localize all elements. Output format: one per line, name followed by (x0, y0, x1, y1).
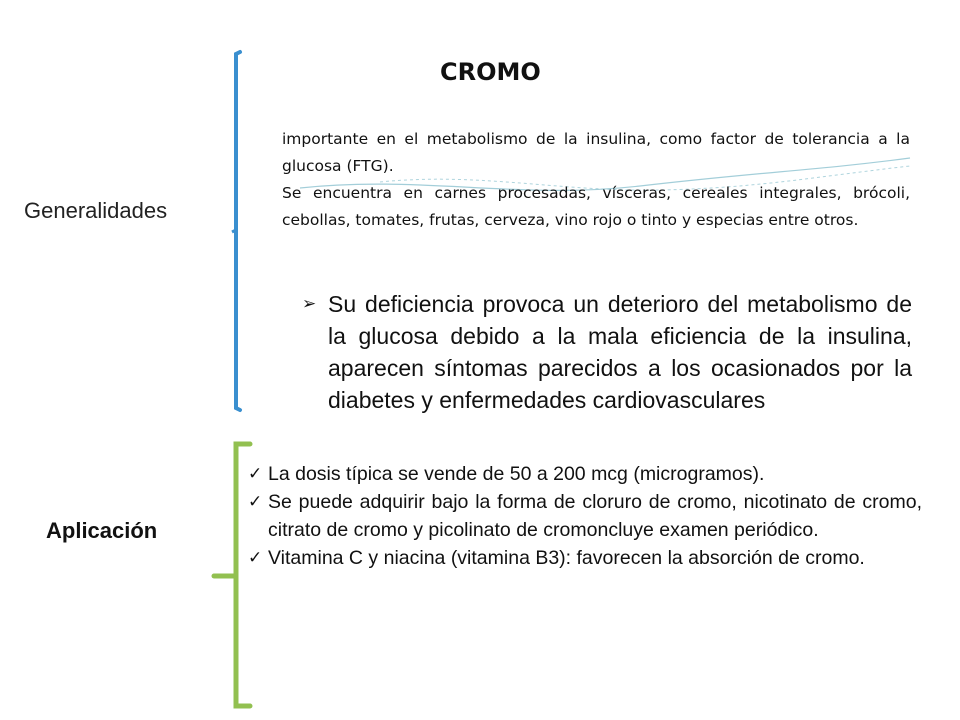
generalidades-label: Generalidades (24, 198, 168, 223)
arrow-bullet-icon: ➢ (302, 294, 317, 313)
list-item (246, 488, 922, 544)
aplicacion-list (246, 460, 922, 572)
intro-paragraph-2: Se encuentra en carnes procesadas, vísceras, cereales integrales, brócoli, cebollas, tomates, frutas, cerveza, vino rojo o tinto y especias entre otros. (282, 184, 910, 229)
deficiency-bullet (302, 288, 912, 416)
generalidades-intro (282, 126, 910, 234)
list-item (246, 460, 922, 488)
page-title: CROMO (440, 58, 541, 86)
checkmark-icon: ✓ (248, 548, 263, 567)
list-item-text: La dosis típica se vende de 50 a 200 mcg (microgramos). (268, 463, 765, 485)
deficiency-text: Su deficiencia provoca un deterioro del metabolismo de la glucosa debido a la mala eficiencia de la insulina, aparecen síntomas parecidos a los ocasionados por la diabetes y enfermedades cardiovasculares (328, 291, 912, 413)
generalidades-bracket-tick (232, 230, 236, 232)
list-item-text: Vitamina C y niacina (vitamina B3): favorecen la absorción de cromo. (268, 547, 865, 569)
checkmark-icon: ✓ (248, 492, 263, 511)
intro-paragraph-1: importante en el metabolismo de la insulina, como factor de tolerancia a la glucosa (FTG). (282, 130, 910, 175)
checkmark-icon: ✓ (248, 464, 263, 483)
generalidades-bracket (236, 52, 240, 410)
list-item (246, 544, 922, 572)
aplicacion-label: Aplicación (46, 518, 158, 543)
list-item-text: Se puede adquirir bajo la forma de cloruro de cromo, nicotinato de cromo, citrato de cromo y picolinato de cromoncluye examen periódico. (268, 491, 922, 541)
